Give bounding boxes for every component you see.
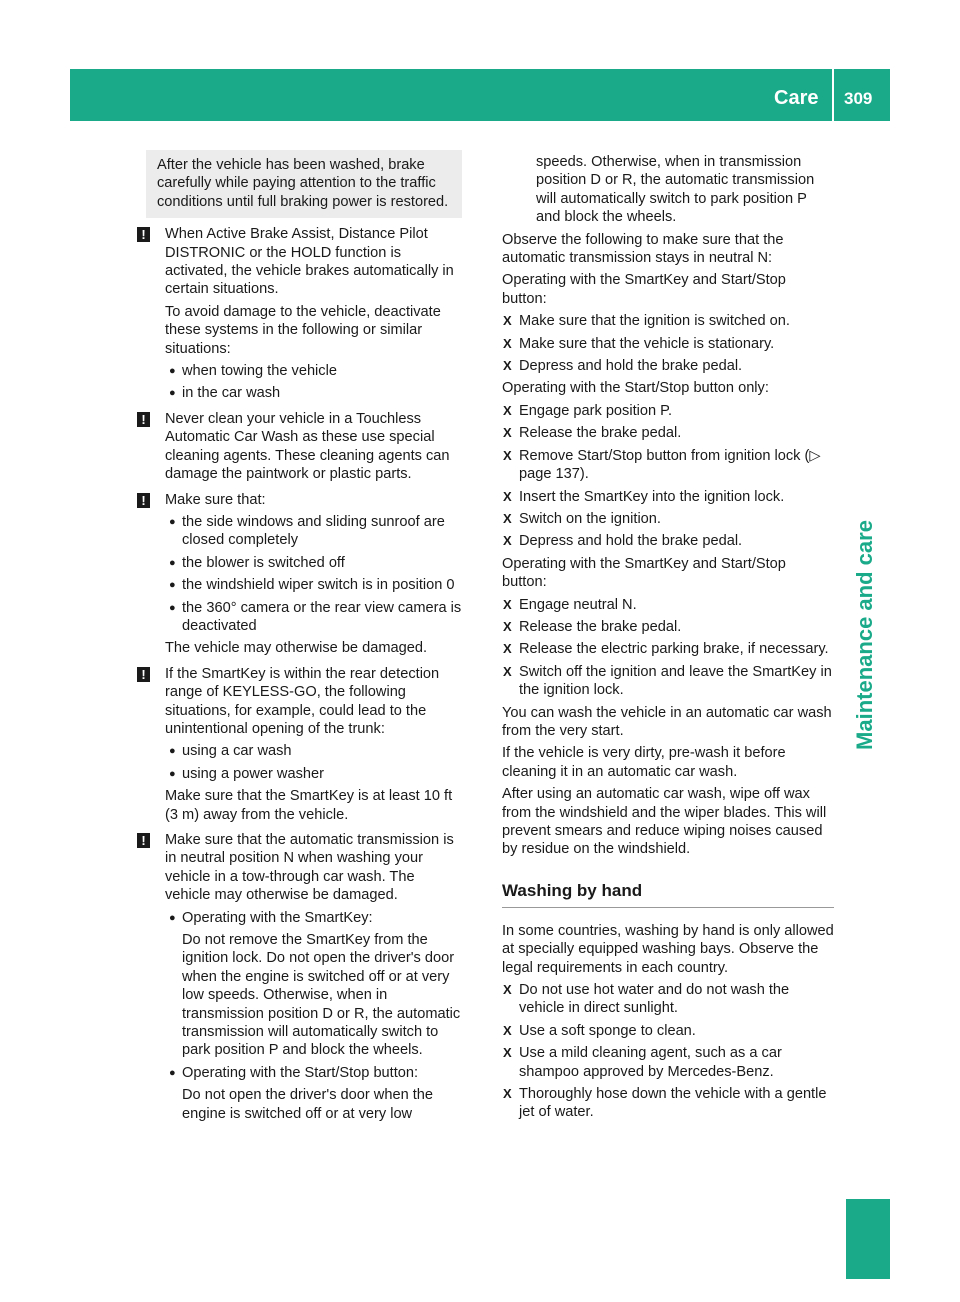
instruction-step: X Thoroughly hose down the vehicle with a gentle jet of water.: [503, 1086, 827, 1121]
warning-block: [141, 225, 462, 403]
instruction-step: X Engage neutral N.: [503, 596, 637, 613]
list-item: ● the blower is switched off: [169, 554, 345, 571]
instruction-step: X Switch off the ignition and leave the SmartKey in the ignition lock.: [503, 663, 832, 699]
list-item: ● the windshield wiper switch is in position 0: [169, 577, 455, 594]
warning-text: Make sure that the automatic transmission is in neutral position N when washing your vehicle in a tow-through car wash. The vehicle may otherwise be damaged.: [165, 832, 454, 904]
bullet-icon: ●: [169, 1066, 176, 1079]
paragraph: Observe the following to make sure that the automatic transmission stays in neutral N:: [502, 231, 784, 267]
instruction-step: X Use a soft sponge to clean.: [503, 1022, 696, 1039]
continued-text: speeds. Otherwise, when in transmission position D or R, the automatic transmission will automatically switch to park position P and block the wheels.: [536, 154, 815, 226]
instruction-step: X Depress and hold the brake pedal.: [503, 358, 743, 375]
side-tab-label: Maintenance and care: [852, 520, 877, 750]
step-arrow-icon: X: [503, 533, 512, 549]
instruction-step: [502, 447, 834, 484]
page-reference-link[interactable]: Remove Start/Stop button from ignition lock (▷ page 137).: [519, 447, 821, 483]
list-item: ● the 360° camera or the rear view camera is deactivated: [169, 599, 462, 634]
subheading: Operating with the SmartKey and Start/Stop button:: [502, 272, 786, 307]
instruction-step: X Release the brake pedal.: [503, 618, 682, 635]
step-arrow-icon: X: [503, 618, 512, 634]
bullet-icon: ●: [169, 911, 176, 924]
step-arrow-icon: X: [503, 663, 512, 679]
bullet-icon: ●: [169, 579, 176, 592]
warning-text: When Active Brake Assist, Distance Pilot DISTRONIC or the HOLD function is activated, the vehicle brakes automatically in certain situations.: [165, 226, 454, 298]
bullet-icon: ●: [169, 365, 176, 378]
instruction-step: X Insert the SmartKey into the ignition lock.: [503, 488, 785, 505]
bullet-icon: ●: [169, 556, 176, 569]
paragraph: After using an automatic car wash, wipe off wax from the windshield and the wiper blades. This will prevent smears and reduce wiping noises caused by residue on the windshield.: [502, 786, 827, 858]
warning-block: [141, 410, 462, 484]
instruction-step: X Depress and hold the brake pedal.: [503, 533, 743, 550]
warning-text: Make sure that the SmartKey is at least 10 ft (3 m) away from the vehicle.: [165, 788, 453, 823]
left-column: [141, 150, 462, 1123]
bullet-icon: ●: [169, 387, 176, 400]
instruction-step: X Release the brake pedal.: [503, 425, 682, 442]
bullet-icon: ●: [169, 745, 176, 758]
warning-text: If the SmartKey is within the rear detection range of KEYLESS-GO, the following situations, for example, could lead to the unintentional opening of the trunk:: [165, 665, 440, 737]
list-item: ● using a power washer: [169, 765, 324, 782]
step-arrow-icon: X: [503, 596, 512, 612]
instruction-step: X Release the electric parking brake, if necessary.: [503, 641, 829, 658]
right-column: [502, 150, 834, 1122]
instruction-step: X Make sure that the vehicle is stationary.: [503, 335, 775, 352]
notice-text: After the vehicle has been washed, brake carefully while paying attention to the traffic conditions until full braking power is restored.: [157, 157, 449, 210]
step-arrow-icon: X: [503, 1086, 512, 1102]
side-tab-block: [846, 1199, 890, 1279]
step-arrow-icon: X: [503, 313, 512, 329]
step-arrow-icon: X: [503, 641, 512, 657]
warning-block: [141, 491, 462, 658]
subheading: Operating with the Start/Stop button only:: [502, 380, 769, 397]
warning-block: [141, 831, 462, 1123]
step-arrow-icon: X: [503, 982, 512, 998]
step-arrow-icon: X: [503, 488, 512, 504]
page-number: 309: [844, 89, 873, 108]
header-divider: [832, 69, 834, 121]
warning-icon: !: [137, 227, 150, 242]
bullet-icon: ●: [169, 767, 176, 780]
instruction-step: X Switch on the ignition.: [503, 510, 661, 527]
list-item: ● the side windows and sliding sunroof are closed completely: [169, 513, 445, 549]
instruction-step: X Do not use hot water and do not wash the vehicle in direct sunlight.: [503, 982, 790, 1017]
list-item: ● using a car wash: [169, 743, 292, 760]
instruction-step: X Make sure that the ignition is switched on.: [503, 313, 790, 330]
warning-text: Never clean your vehicle in a Touchless Automatic Car Wash as these use special cleaning agents. These cleaning agents can damage the paintwork or plastic parts.: [165, 410, 450, 483]
warning-icon: !: [137, 412, 150, 427]
instruction-step: X Engage park position P.: [503, 402, 673, 419]
paragraph: You can wash the vehicle in an automatic car wash from the very start.: [502, 704, 832, 739]
paragraph: If the vehicle is very dirty, pre-wash it before cleaning it in an automatic car wash.: [502, 745, 786, 780]
step-arrow-icon: X: [503, 402, 512, 418]
warning-icon: !: [137, 493, 150, 508]
step-arrow-icon: X: [503, 1022, 512, 1038]
warning-text: To avoid damage to the vehicle, deactivate these systems in the following or similar situations:: [165, 303, 441, 357]
instruction-step: X Use a mild cleaning agent, such as a car shampoo approved by Mercedes-Benz.: [503, 1045, 782, 1080]
step-arrow-icon: X: [503, 447, 512, 463]
warning-text: The vehicle may otherwise be damaged.: [165, 640, 428, 657]
list-item: ● in the car wash: [169, 385, 281, 402]
subheading: Operating with the SmartKey and Start/Stop button:: [502, 555, 786, 591]
section-title: Care: [774, 87, 819, 109]
step-arrow-icon: X: [503, 335, 512, 351]
bullet-icon: ●: [169, 515, 176, 528]
section-heading: Washing by hand: [502, 881, 834, 908]
side-tab: [840, 470, 890, 800]
step-arrow-icon: X: [503, 510, 512, 526]
warning-block: [141, 665, 462, 824]
list-item: ● when towing the vehicle: [169, 363, 337, 380]
list-item: ● Operating with the SmartKey: Do not remove the SmartKey from the ignition lock. Do not open the driver's door when the engine is switched off or at very low speeds. Otherwise, when in transmission position D or R, the automatic transmission will automatically switch to park position P and block the wheels.: [169, 909, 461, 1059]
warning-icon: !: [137, 667, 150, 682]
bullet-icon: ●: [169, 601, 176, 614]
warning-text: Make sure that:: [165, 491, 266, 508]
step-arrow-icon: X: [503, 425, 512, 441]
warning-icon: !: [137, 833, 150, 848]
list-item: ● Operating with the Start/Stop button: Do not open the driver's door when the engine is switched off or at very low: [169, 1064, 434, 1122]
header-bar: [70, 69, 890, 121]
notice-box: [146, 150, 462, 218]
step-arrow-icon: X: [503, 1045, 512, 1061]
step-arrow-icon: X: [503, 358, 512, 374]
paragraph: In some countries, washing by hand is only allowed at specially equipped washing bays. Observe the legal requirements in each country.: [502, 922, 834, 976]
